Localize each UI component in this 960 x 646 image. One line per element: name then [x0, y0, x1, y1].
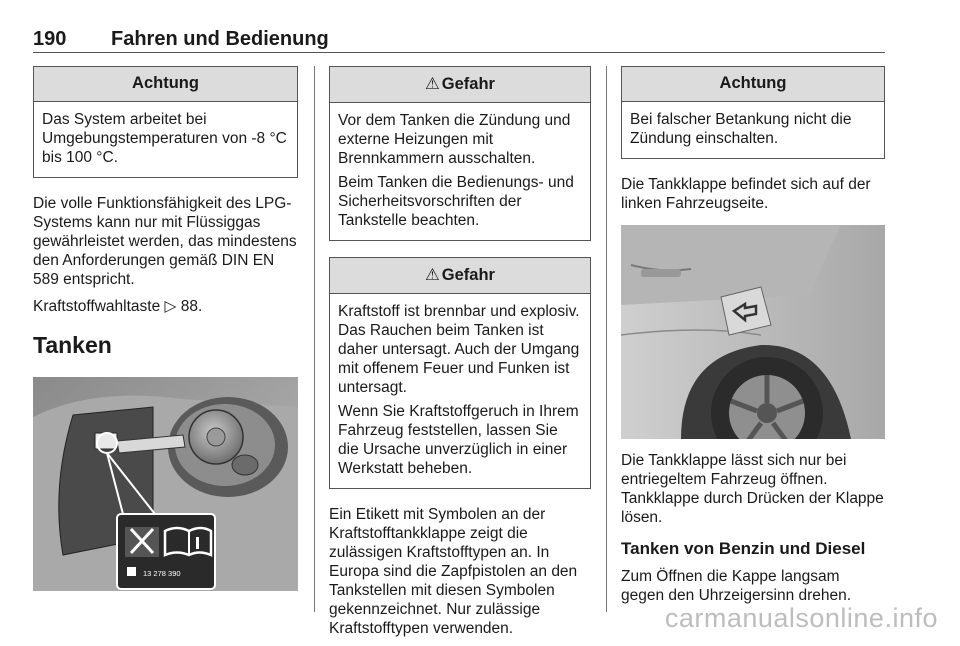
car-side-illustration-graphic — [621, 225, 885, 439]
warning-triangle-icon: ⚠ — [425, 266, 440, 284]
column-divider — [606, 66, 607, 612]
fuel-flap-location-paragraph: Die Tankklappe befindet sich auf der linken Fahrzeugseite. — [621, 176, 871, 212]
label-code: 13 278 390 — [143, 569, 181, 578]
danger-text: Kraftstoff ist brennbar und explosiv. Das Rauchen beim Tanken ist daher untersagt. Auch der Umgang mit offenem Feuer und Funken ist untersagt. — [338, 303, 580, 396]
danger-box-body — [330, 294, 590, 488]
column-1 — [33, 66, 298, 591]
danger-box-1 — [329, 66, 591, 241]
attention-box-title: Achtung — [34, 67, 297, 102]
lpg-paragraph: Die volle Funktionsfähigkeit des LPG-Systems kann nur mit Flüssiggas gewährleistet werden, das mindestens den Anforderungen gemäß DIN EN 589 entspricht. — [33, 195, 297, 288]
page-header — [33, 26, 885, 53]
danger-box-title — [330, 258, 590, 294]
fuel-flap-open-paragraph: Die Tankklappe lässt sich nur bei entriegeltem Fahrzeug öffnen. Tankklappe durch Drücken der Klappe lösen. — [621, 452, 884, 526]
page-title: Fahren und Bedienung — [111, 28, 329, 50]
attention-box-title: Achtung — [622, 67, 884, 102]
column-3 — [621, 66, 885, 613]
fuel-flap-illustration-graphic — [33, 377, 298, 591]
danger-text: Wenn Sie Kraftstoffgeruch in Ihrem Fahrzeug feststellen, lassen Sie die Ursache unverzüglich in einer Werkstatt beheben. — [338, 403, 579, 477]
attention-box-body — [622, 102, 884, 158]
warning-triangle-icon: ⚠ — [425, 75, 440, 93]
attention-box — [621, 66, 885, 159]
page-reference-number: 88 — [180, 298, 199, 315]
watermark: carmanualsonline.info — [664, 603, 938, 633]
section-heading-tanken: Tanken — [33, 332, 112, 358]
danger-box-title — [330, 67, 590, 103]
attention-text: Bei falscher Betankung nicht die Zündung einschalten. — [630, 111, 852, 147]
cap-open-paragraph: Zum Öffnen die Kappe langsam gegen den Uhrzeigersinn drehen. — [621, 568, 852, 604]
danger-text: Beim Tanken die Bedienungs- und Sicherheitsvorschriften der Tankstelle beachten. — [338, 174, 574, 229]
fuel-flap-illustration — [33, 377, 298, 591]
fuel-selector-text: Kraftstoffwahltaste — [33, 298, 161, 315]
car-side-illustration — [621, 225, 885, 439]
column-2 — [329, 66, 591, 646]
fuel-label-paragraph: Ein Etikett mit Symbolen an der Kraftstofftankklappe zeigt die zulässigen Kraftstofftypen an. In Europa sind die Zapfpistolen an den Tankstellen mit diesen Symbolen gekennzeichnet. Nur zulässige Kraftstofftypen verwenden. — [329, 506, 578, 637]
danger-title-text: Gefahr — [441, 75, 495, 93]
attention-text: Das System arbeitet bei Umgebungstemperaturen von -8 °C bis 100 °C. — [42, 111, 287, 166]
danger-text: Vor dem Tanken die Zündung und externe Heizungen mit Brennkammern ausschalten. — [338, 112, 571, 167]
section-heading-petrol-diesel: Tanken von Benzin und Diesel — [621, 539, 866, 558]
danger-title-text: Gefahr — [441, 266, 495, 284]
attention-box-body — [34, 102, 297, 177]
danger-box-2 — [329, 257, 591, 489]
page-number: 190 — [33, 28, 67, 50]
fuel-selector-reference: Kraftstoffwahltaste ▷ 88. — [33, 298, 203, 315]
page-reference-icon: ▷ — [164, 298, 177, 315]
danger-box-body — [330, 103, 590, 240]
attention-box — [33, 66, 298, 178]
column-divider — [314, 66, 315, 612]
